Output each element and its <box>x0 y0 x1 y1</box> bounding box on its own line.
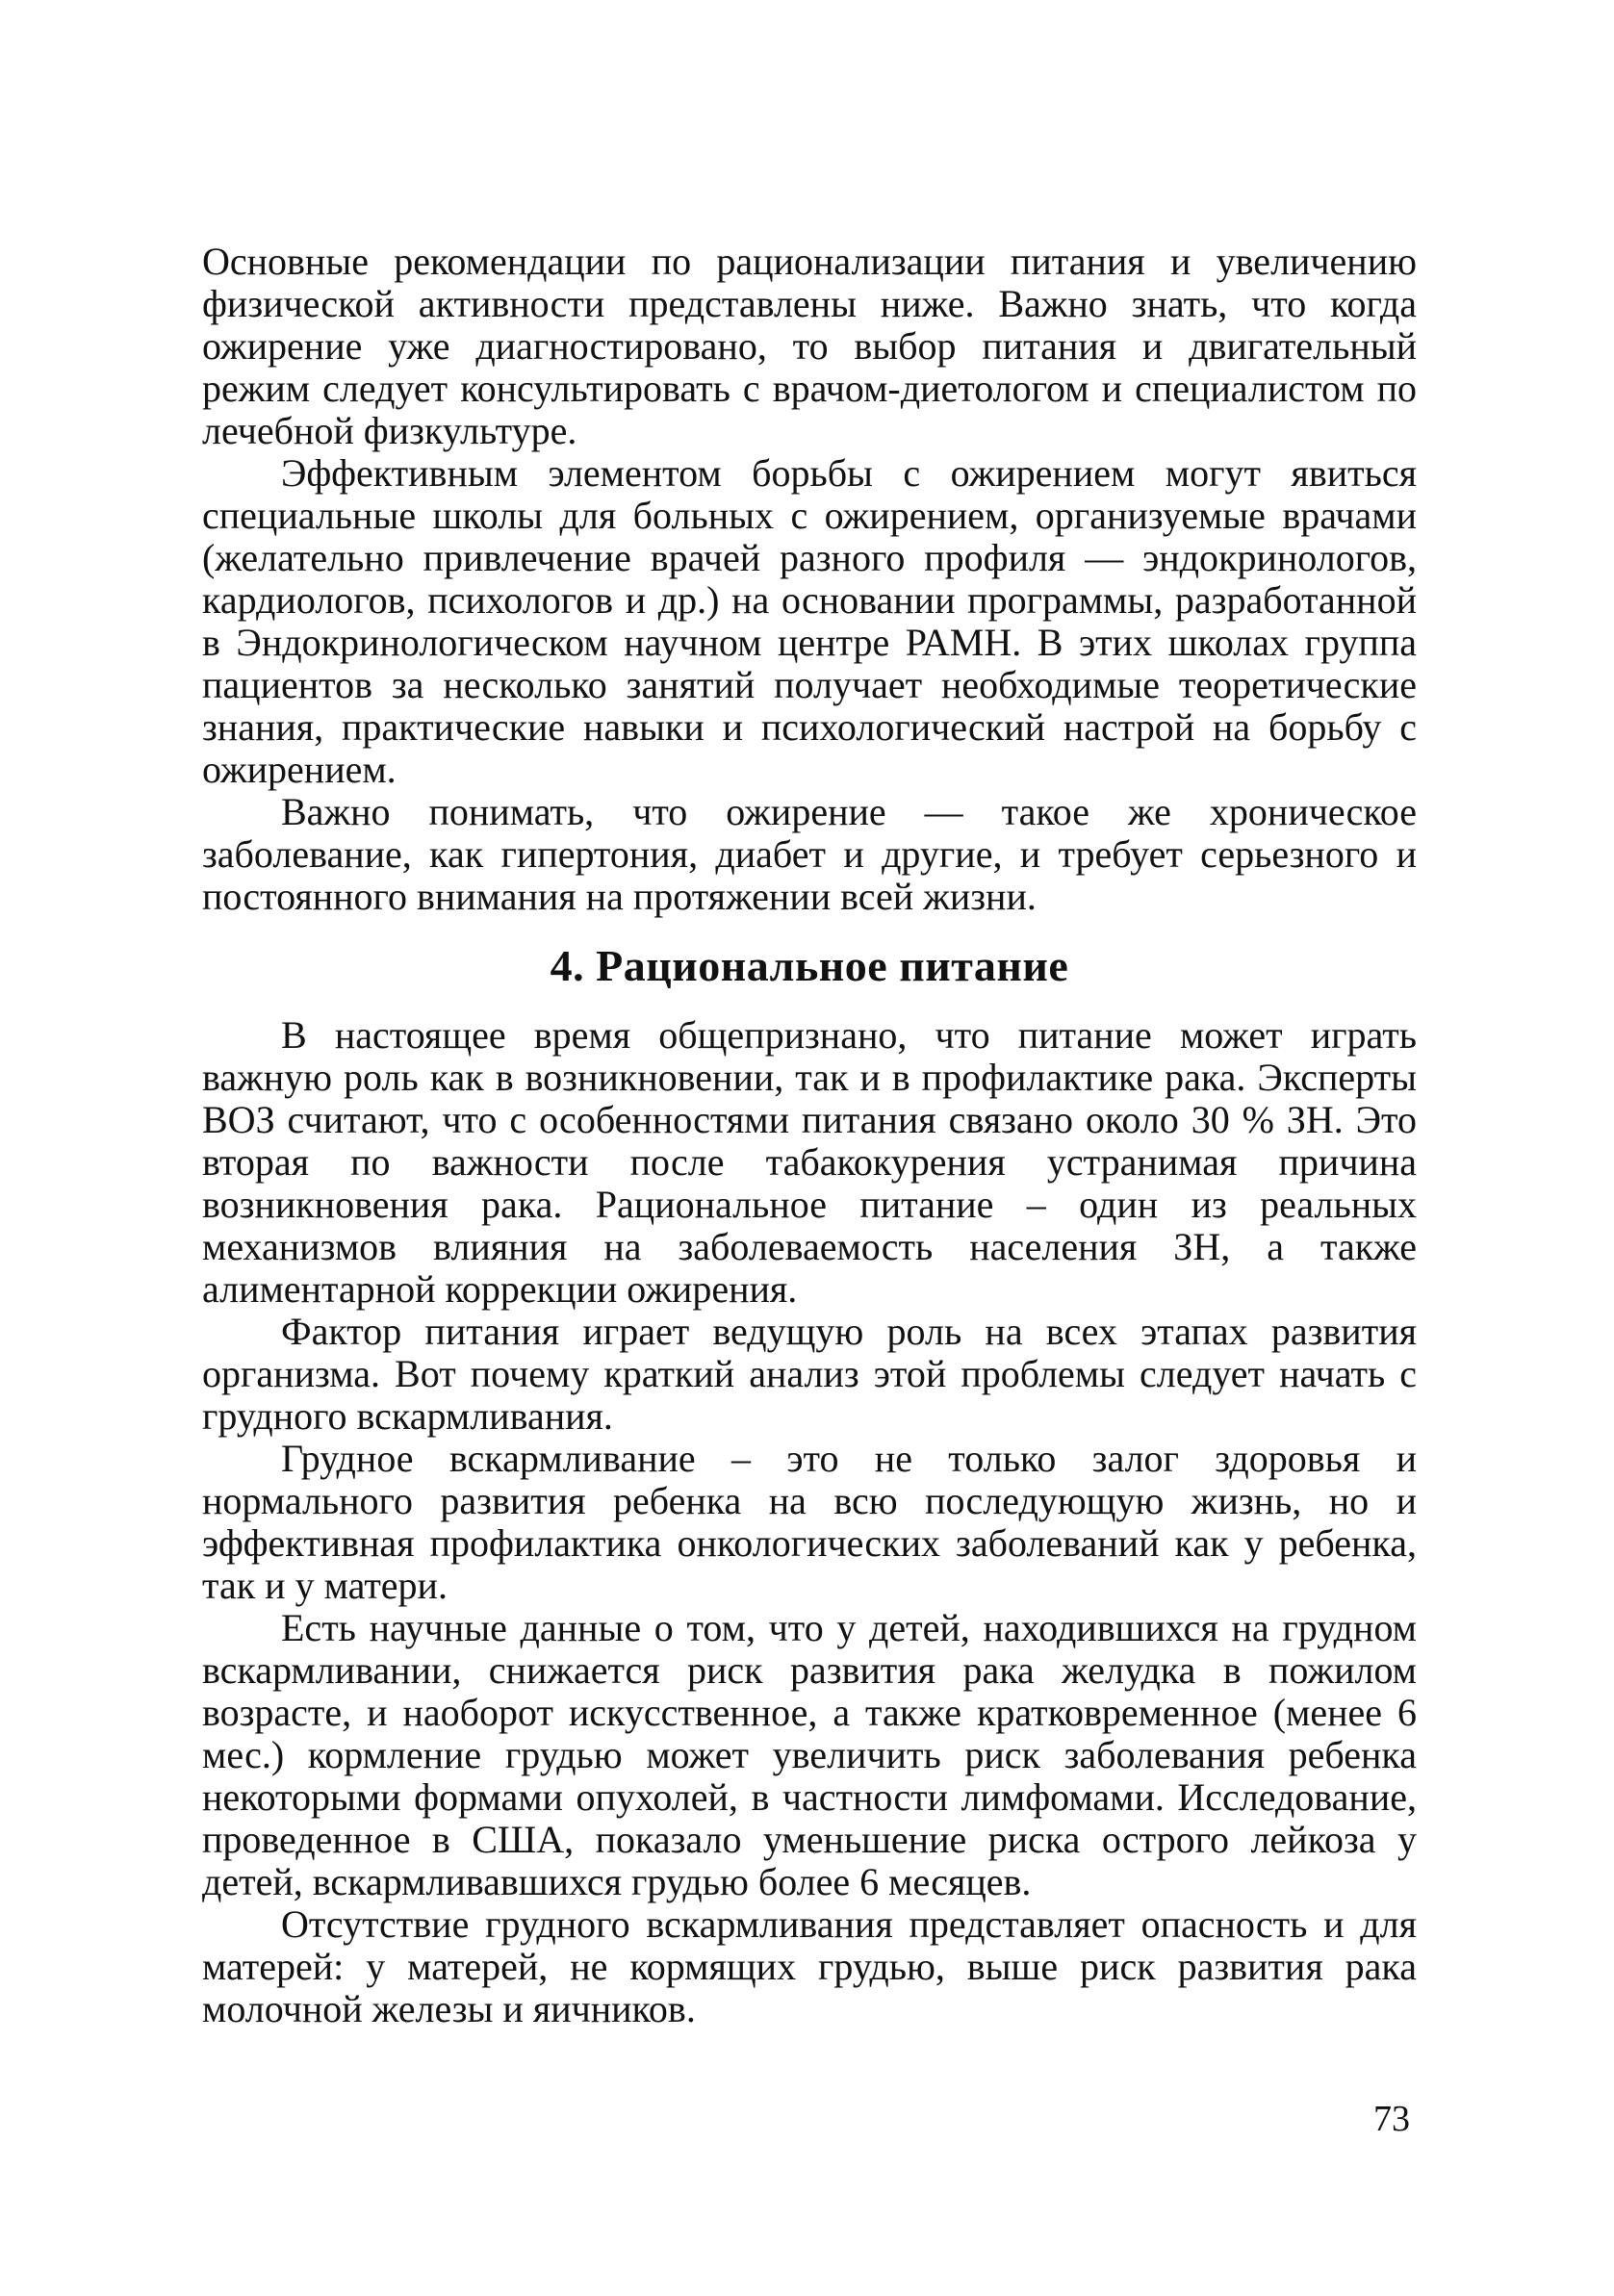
paragraph-mothers-risk: Отсутствие грудного вскармливания представляет опасность и для матерей: у матерей, не кормящих грудью, выше риск развития рака молочной железы и яичников. <box>202 1902 1417 2030</box>
page-number: 73 <box>1373 2099 1410 2139</box>
paragraph-nutrition-cancer: В настоящее время общепризнано, что питание может играть важную роль как в возникновении, так и в профилактике рака. Эксперты ВОЗ считают, что с особенностями питания связано около 30 % ЗН. Это вторая по важности после табакокурения устранимая причина возникновения рака. Рациональное питание – один из реальных механизмов влияния на заболеваемость населения ЗН, а также алиментарной коррекции ожирения. <box>202 1013 1417 1311</box>
section-title: 4. Рациональное питание <box>550 941 1069 990</box>
main-text <box>202 241 1417 2030</box>
paragraph-recommendations: Основные рекомендации по рационализации питания и увеличению физической активности представлены ниже. Важно знать, что когда ожирение уже диагностировано, то выбор питания и двигательный режим следует консультировать с врачом-диетологом и специалистом по лечебной физкультуре. <box>202 240 1417 452</box>
paragraph-nutrition-factor: Фактор питания играет ведущую роль на всех этапах развития организма. Вот почему краткий анализ этой проблемы следует начать с грудного вскармливания. <box>202 1310 1417 1438</box>
paragraph-obesity-schools: Эффективным элементом борьбы с ожирением могут явиться специальные школы для больных с ожирением, организуемые врачами (желательно привлечение врачей разного профиля — эндокринологов, кардиологов, психологов и др.) на основании программы, разработанной в Эндокринологическом научном центре РАМН. В этих школах группа пациентов за несколько занятий получает необходимые теоретические знания, практические навыки и психологический настрой на борьбу с ожирением. <box>202 451 1417 791</box>
paragraph-scientific-data: Есть научные данные о том, что у детей, находившихся на грудном вскармливании, снижается риск развития рака желудка в пожилом возрасте, и наоборот искусственное, а также кратковременное (менее 6 мес.) кормление грудью может увеличить риск заболевания ребенка некоторыми формами опухолей, в частности лимфомами. Исследование, проведенное в США, показало уменьшение риска острого лейкоза у детей, вскармливавшихся грудью более 6 месяцев. <box>202 1606 1417 1903</box>
paragraph-breastfeeding: Грудное вскармливание – это не только залог здоровья и нормального развития ребенка на всю последующую жизнь, но и эффективная профилактика онкологических заболеваний как у ребенка, так и у матери. <box>202 1437 1417 1607</box>
paragraph-chronic-disease: Важно понимать, что ожирение — такое же хроническое заболевание, как гипертония, диабет и другие, и требует серьезного и постоянного внимания на протяжении всей жизни. <box>202 790 1417 918</box>
